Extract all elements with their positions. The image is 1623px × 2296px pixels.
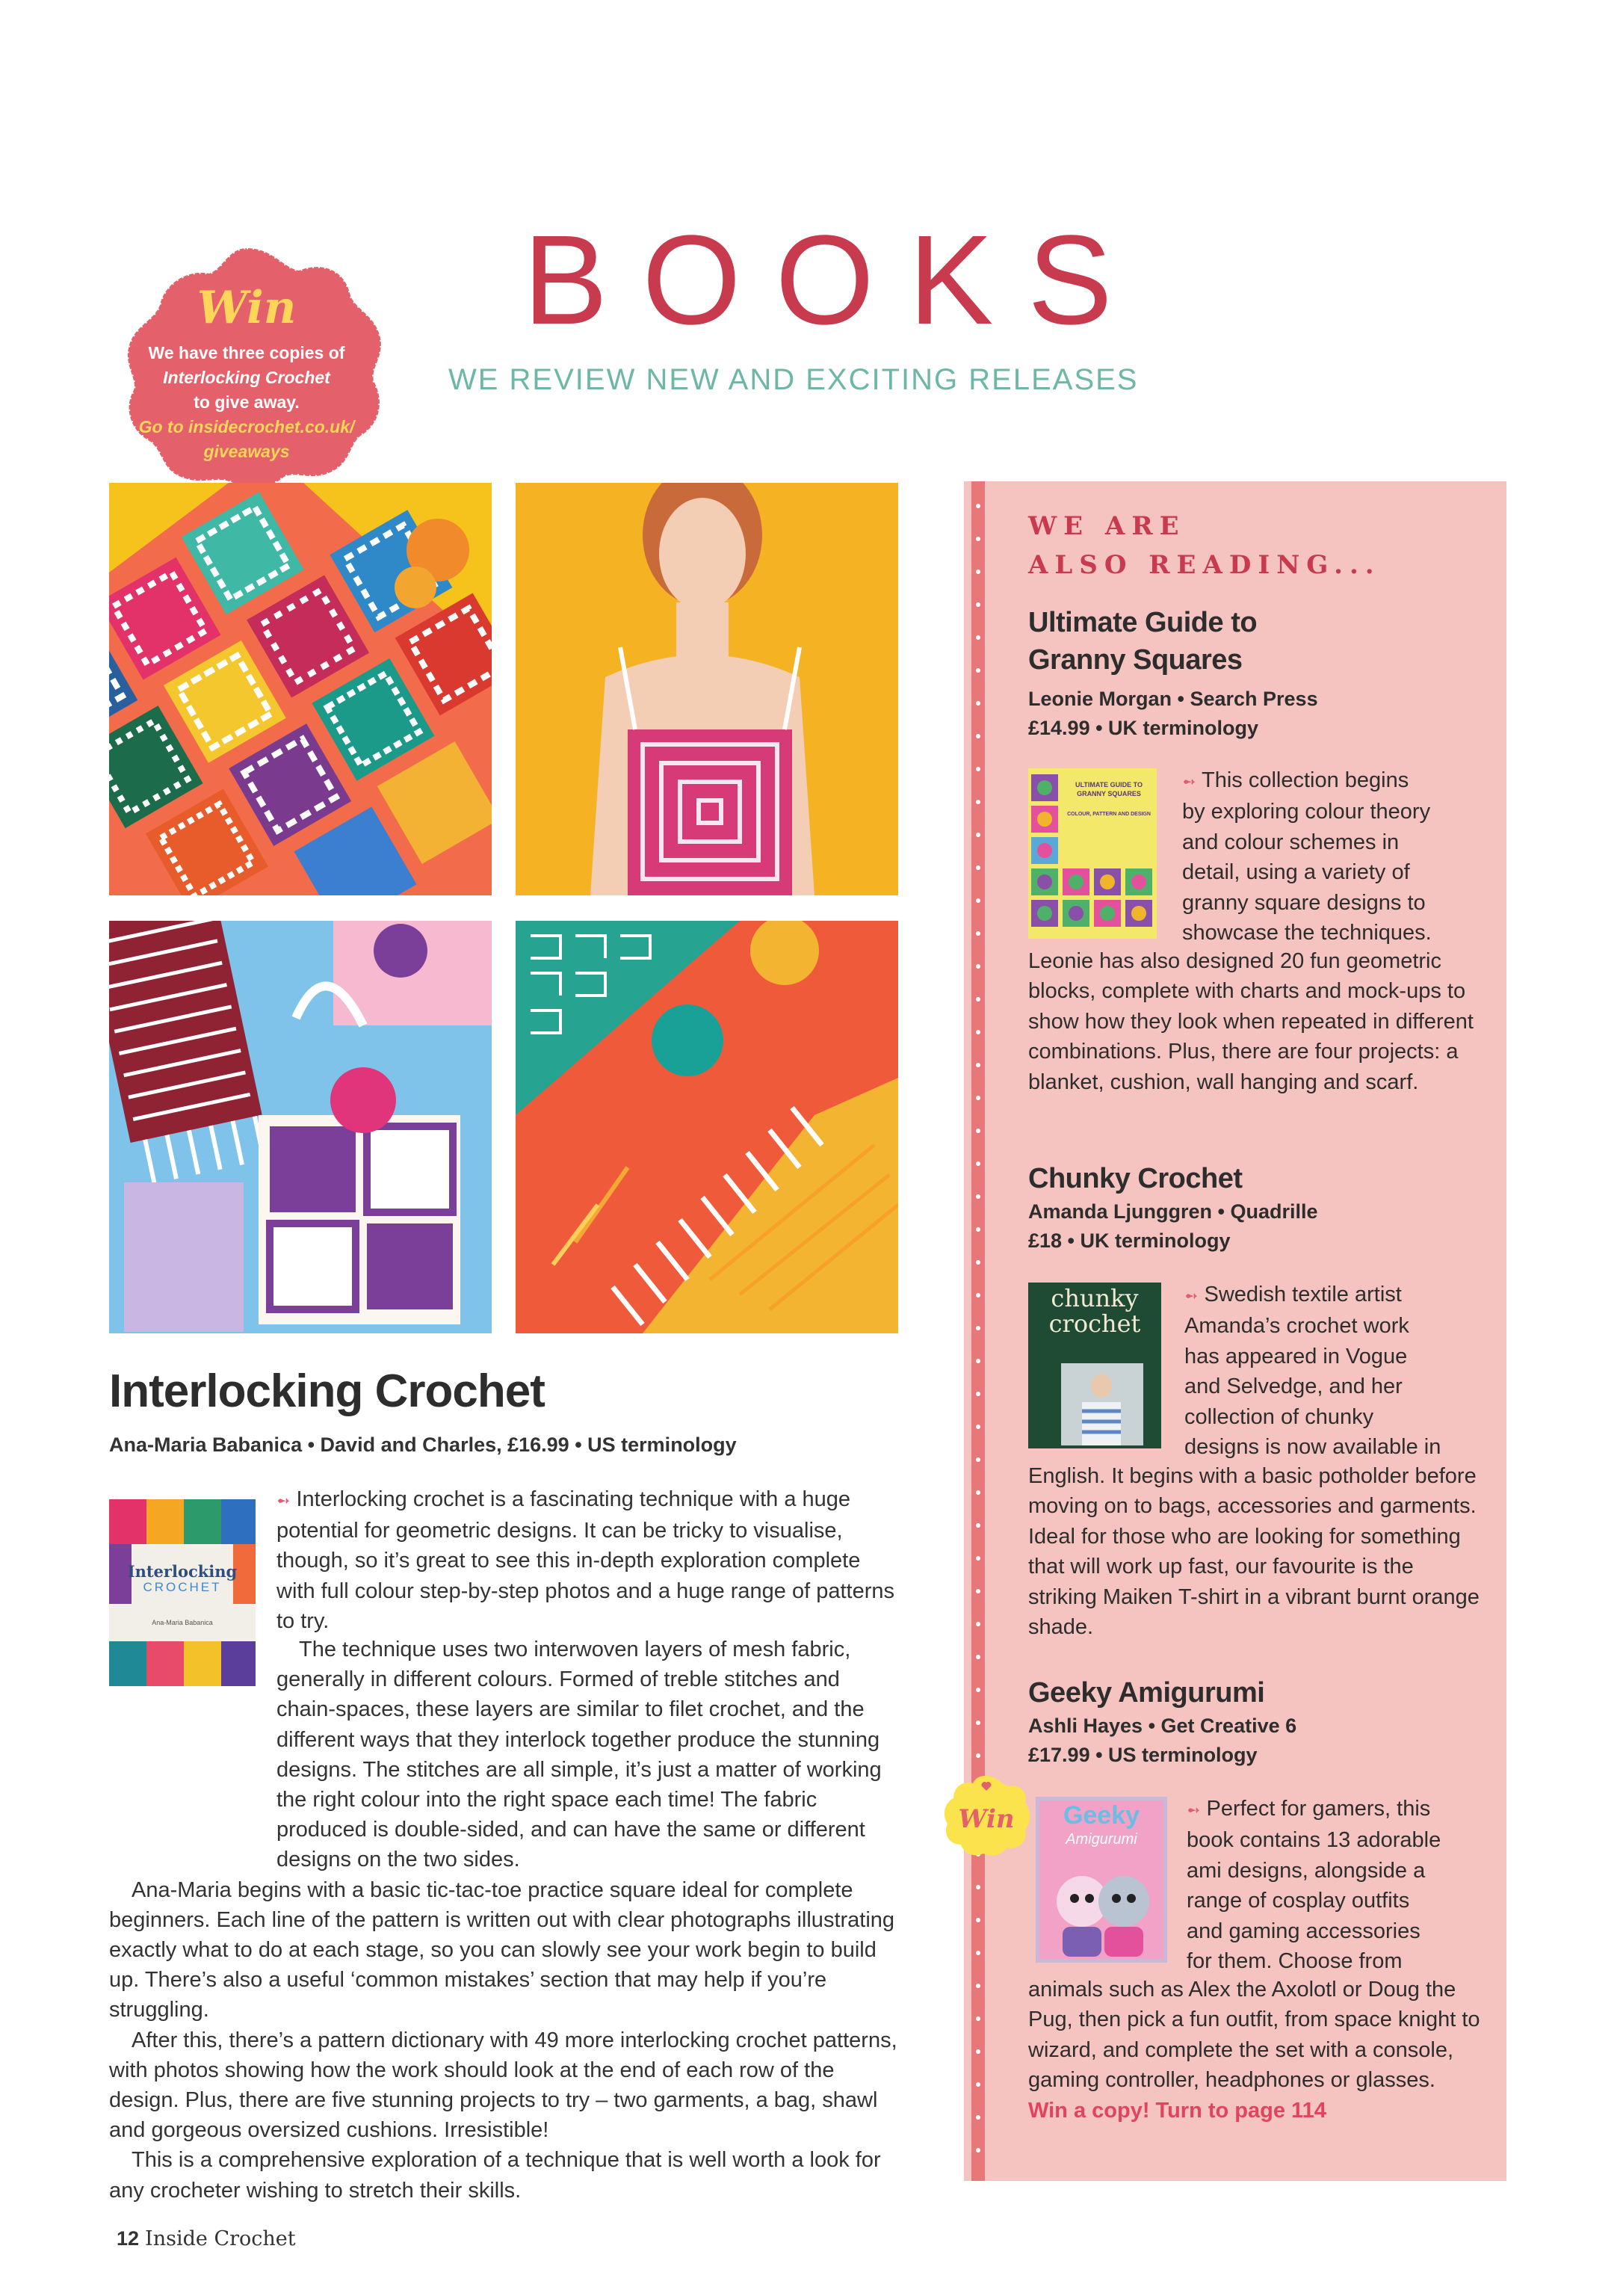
strip-dot (976, 1227, 980, 1232)
strip-dot (976, 833, 980, 837)
scarf-bag-photo (109, 921, 492, 1333)
strip-dot (976, 1293, 980, 1297)
article-paragraph: This is a comprehensive exploration of a technique that is well worth a look for any crocheter wishing to stretch their skills. (109, 2148, 881, 2203)
book-title: Geeky Amigurumi (1028, 1677, 1265, 1709)
strip-dot (976, 1457, 980, 1462)
badge-line: We have three copies of (148, 343, 345, 362)
mosaic-squares-photo (109, 483, 492, 895)
strip-dot (976, 1688, 980, 1692)
article-paragraph: ➻ Interlocking crochet is a fascinating technique with a huge potential for geometric designs. It can be tricky to visualise, though, so it’s great to see this in-depth exploration complete with full colour step-by-step photos and a huge range of patterns to try. (276, 1487, 895, 1633)
strip-dot (976, 635, 980, 640)
strip-dot (976, 1721, 980, 1725)
book-blurb: Leonie has also designed 20 fun geometric blocks, complete with charts and mock-ups to show how they look when repeated in different combinations. Plus, there are four projects: a blanket, cushion, wall hanging and scarf. (1028, 949, 1474, 1094)
win-label: Win (197, 282, 297, 334)
strip-dot (976, 668, 980, 673)
strip-dot (976, 1556, 980, 1561)
book-blurb-wrap: ➻ This collection begins by exploring colour theory and colour schemes in detail, using a variety of granny square designs to showcase the techniques. (1182, 768, 1432, 945)
blanket-photo (516, 921, 898, 1333)
strip-dot (976, 1523, 980, 1528)
strip-dot (976, 931, 980, 936)
cover-author: Ana-Maria Babanica (152, 1619, 213, 1626)
cover-subtitle: CROCHET (143, 1580, 222, 1594)
strip-dot (976, 1096, 980, 1100)
book-blurb-wrap: ➻ Perfect for gamers, this book contains 13 adorable ami designs, alongside a range of cosplay outfits and gaming accessories for them. Choose from (1187, 1797, 1441, 1974)
cover-title: chunky crochet (1048, 1284, 1141, 1338)
strip-dot (976, 1260, 980, 1265)
article-body (109, 1635, 898, 2206)
cover-title: Interlocking (127, 1562, 238, 1581)
strip-dot (976, 734, 980, 738)
sidebar-edge-strip (971, 481, 985, 2181)
win-label: Win (958, 1804, 1015, 1834)
strip-dot (976, 1129, 980, 1133)
geeky-amigurumi-cover (1036, 1797, 1167, 1963)
win-giveaway-badge (97, 239, 396, 493)
article-title: Interlocking Crochet (109, 1365, 545, 1417)
strip-dot (976, 2148, 980, 2152)
cover-title: ULTIMATE GUIDE TO GRANNY SQUARES (1075, 781, 1143, 797)
strip-dot (976, 1161, 980, 1166)
page-folio (117, 2227, 296, 2250)
strip-dot (976, 1326, 980, 1330)
strip-dot (976, 537, 980, 541)
strip-dot (976, 1359, 980, 1363)
page-number: 12 (117, 2227, 140, 2250)
strip-dot (976, 1885, 980, 1889)
strip-dot (976, 602, 980, 607)
book-blurb: English. It begins with a basic potholder before moving on to bags, accessories and garments. Ideal for those who are looking for something that will work up fast, our favourite is the striking Maiken T-shirt in a vibrant burnt orange shade. (1028, 1464, 1480, 1640)
strip-dot (976, 1984, 980, 1988)
magazine-name: Inside Crochet (145, 2227, 296, 2250)
arrow-icon: ➻ (1184, 1286, 1199, 1305)
strip-dot (976, 701, 980, 706)
article-paragraph: The technique uses two interwoven layers of mesh fabric, generally in different colours. Formed of treble stitches and chain-spaces, these layers are similar to filet crochet, and the different ways that they interlock together produce the stunning designs. The stitches are all simple, it’s just a matter of working the right colour into the right space each time! The fabric produced is double-sided, and can have the same or different designs on the two sides. (276, 1638, 882, 1872)
strip-dot (976, 1194, 980, 1199)
book-title: Ultimate Guide to Granny Squares (1028, 607, 1258, 676)
badge-link[interactable]: giveaways (203, 442, 290, 461)
cover-subtitle: Amigurumi (1066, 1831, 1137, 1848)
page-title: BOOKS (523, 209, 1147, 351)
win-mini-badge (940, 1771, 1033, 1861)
chunky-crochet-cover (1028, 1283, 1161, 1448)
strip-dot (976, 1622, 980, 1626)
strip-dot (976, 2115, 980, 2120)
badge-line: to give away. (194, 392, 300, 412)
arrow-icon: ➻ (276, 1491, 291, 1510)
arrow-icon: ➻ (1187, 1800, 1201, 1819)
strip-dot (976, 570, 980, 574)
strip-dot (976, 767, 980, 771)
strip-dot (976, 997, 980, 1002)
strip-dot (976, 1753, 980, 1758)
strip-dot (976, 898, 980, 903)
article-byline: Ana-Maria Babanica • David and Charles, £16.99 • US terminology (109, 1434, 737, 1456)
model-top-photo (516, 483, 898, 895)
book-meta: Amanda Ljunggren • Quadrille £18 • UK terminology (1028, 1200, 1318, 1252)
badge-book-title: Interlocking Crochet (163, 368, 330, 387)
strip-dot (976, 1490, 980, 1495)
strip-dot (976, 1951, 980, 1955)
strip-dot (976, 1425, 980, 1429)
strip-dot (976, 800, 980, 804)
strip-dot (976, 1589, 980, 1593)
strip-dot (976, 1063, 980, 1067)
granny-squares-cover (1028, 768, 1157, 939)
arrow-icon: ➻ (1182, 772, 1196, 791)
strip-dot (976, 1030, 980, 1034)
cover-subtitle: COLOUR, PATTERN AND DESIGN (1067, 812, 1151, 817)
strip-dot (976, 2049, 980, 2054)
badge-link[interactable]: Go to insidecrochet.co.uk/ (138, 417, 355, 436)
book-title: Chunky Crochet (1028, 1163, 1243, 1194)
strip-dot (976, 964, 980, 969)
page-subtitle: WE REVIEW NEW AND EXCITING RELEASES (448, 363, 1139, 396)
strip-dot (976, 2082, 980, 2087)
sidebar-heading: WE ARE ALSO READING... (1028, 511, 1381, 580)
article-paragraph: Ana-Maria begins with a basic tic-tac-toe practice square ideal for complete beginners. Each line of the pattern is written out with clear photographs illustrating exactly what to do at each stage, so you can slowly see your work begin to build up. There’s also a useful ‘common mistakes’ section that may help if you’re struggling. (109, 1877, 895, 2022)
article-paragraph: After this, there’s a pattern dictionary with 49 more interlocking crochet patterns, with photos showing how the work should look at the end of each row of the design. Plus, there are five stunning projects to try – two garments, a bag, shawl and gorgeous oversized cushions. Irresistible! (109, 2028, 897, 2143)
book-blurb: animals such as Alex the Axolotl or Doug the Pug, then pick a fun outfit, from space knight to wizard, and complete the set with a console, gaming controller, headphones or glasses. Win a copy! Turn to page 114 (1028, 1975, 1488, 2126)
book-meta: Leonie Morgan • Search Press £14.99 • UK terminology (1028, 688, 1318, 739)
cover-title: Geeky (1063, 1801, 1140, 1830)
strip-dot (976, 504, 980, 508)
book-blurb-wrap: ➻ Swedish textile artist Amanda’s crochet work has appeared in Vogue and Selvedge, and her collection of chunky designs is now available in (1184, 1283, 1441, 1460)
strip-dot (976, 865, 980, 870)
book-meta: Ashli Hayes • Get Creative 6 £17.99 • US terminology (1028, 1715, 1297, 1766)
strip-dot (976, 2016, 980, 2021)
strip-dot (976, 1392, 980, 1396)
strip-dot (976, 1918, 980, 1922)
win-copy-link[interactable]: Win a copy! Turn to page 114 (1028, 2098, 1326, 2123)
strip-dot (976, 1655, 980, 1659)
